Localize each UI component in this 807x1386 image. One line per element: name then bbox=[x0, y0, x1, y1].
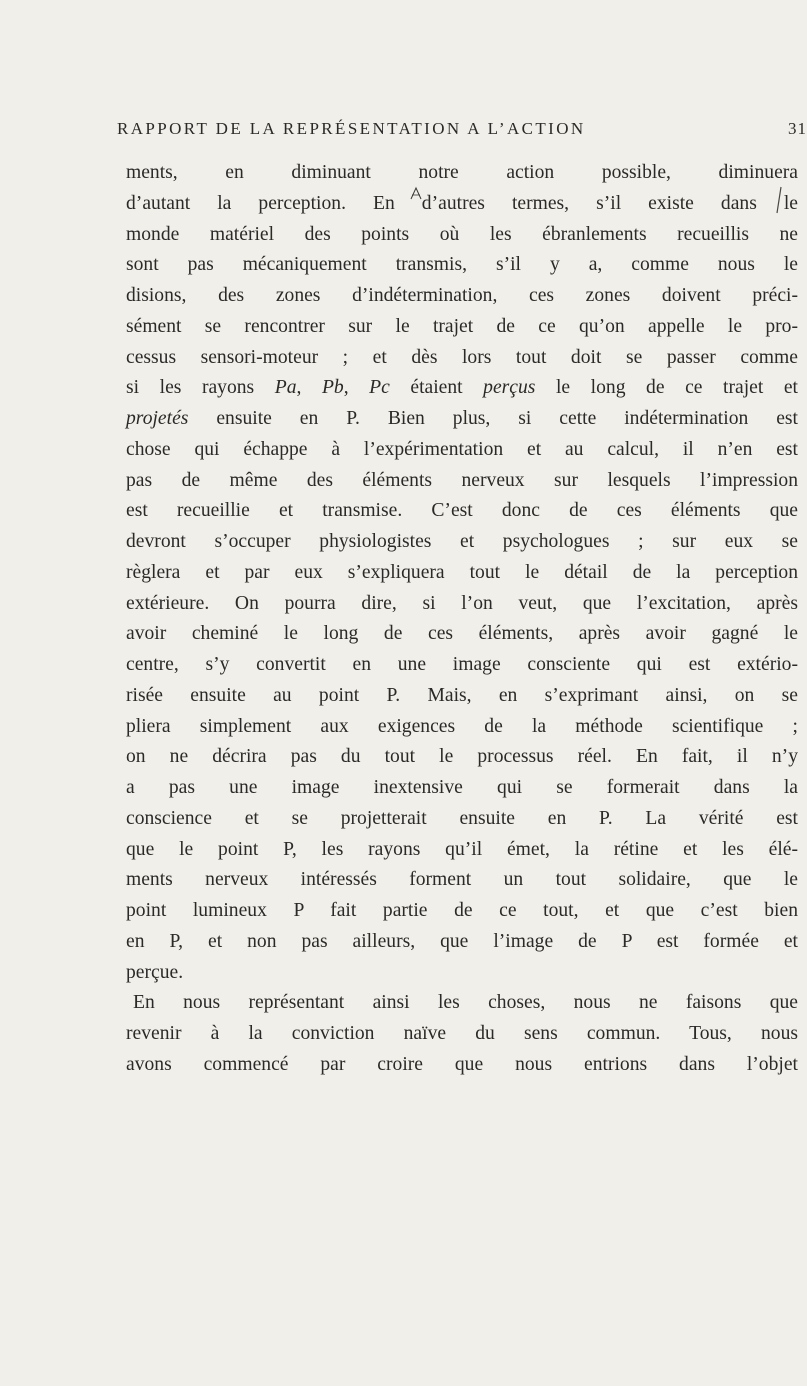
text-line: centre, s’y convertit en une image consciente qui est extério- bbox=[126, 654, 798, 675]
text-line: risée ensuite au point P. Mais, en s’exprimant ainsi, on se bbox=[126, 684, 798, 706]
italic-term: Pc bbox=[369, 377, 390, 399]
text-line: devront s’occuper physiologistes et psychologues ; sur eux se bbox=[126, 531, 798, 552]
text-line: chose qui échappe à l’expérimentation et au calcul, il n’en est bbox=[126, 438, 798, 460]
text-line bbox=[126, 373, 798, 404]
text-line: est recueillie et transmise. C’est donc de ces éléments que bbox=[126, 500, 798, 522]
page-number: 31 bbox=[788, 119, 807, 138]
text-line: monde matériel des points où les ébranlements recueillis ne bbox=[126, 223, 798, 245]
text-line: avoir cheminé le long de ces éléments, après avoir gagné le bbox=[126, 623, 798, 645]
text-line bbox=[126, 404, 798, 435]
text-segment: , bbox=[343, 377, 370, 399]
italic-term: perçus bbox=[483, 377, 536, 399]
body-text bbox=[126, 158, 798, 1081]
text-line: sont pas mécaniquement transmis, s’il y a, comme nous le bbox=[126, 254, 798, 276]
text-line: avons commencé par croire que nous entrions dans l’objet bbox=[126, 1053, 798, 1075]
text-line: que le point P, les rayons qu’il émet, la rétine et les élé- bbox=[126, 838, 798, 860]
text-line: pliera simplement aux exigences de la méthode scientifique ; bbox=[126, 715, 798, 737]
text-line: règlera et par eux s’expliquera tout le détail de la perception bbox=[126, 561, 798, 583]
text-line: conscience et se projetterait ensuite en P. La vérité est bbox=[126, 807, 798, 829]
text-line: point lumineux P fait partie de ce tout, et que c’est bien bbox=[126, 900, 798, 921]
italic-term: Pa bbox=[274, 377, 297, 399]
text-line: ments nerveux intéressés forment un tout solidaire, que le bbox=[126, 869, 798, 891]
text-segment: ensuite en P. Bien plus, si cette indétermination est bbox=[188, 408, 798, 429]
italic-term: Pb bbox=[321, 377, 344, 399]
running-head bbox=[117, 114, 807, 144]
running-title: RAPPORT DE LA REPRÉSENTATION A L’ACTION bbox=[117, 119, 586, 138]
text-line: pas de même des éléments nerveux sur lesquels l’impression bbox=[126, 469, 798, 491]
text-segment: si les rayons bbox=[126, 377, 275, 399]
italic-term: projetés bbox=[126, 408, 189, 429]
text-segment: , bbox=[296, 377, 322, 399]
text-line: perçue. bbox=[126, 961, 184, 983]
text-line: ments, en diminuant notre action possible, diminuera bbox=[126, 162, 798, 183]
text-line: d’autant la perception. En d’autres termes, s’il existe dans le bbox=[126, 192, 798, 214]
text-line: revenir à la conviction naïve du sens commun. Tous, nous bbox=[126, 1023, 798, 1044]
text-line: on ne décrira pas du tout le processus réel. En fait, il n’y bbox=[126, 746, 798, 768]
text-line: cessus sensori-moteur ; et dès lors tout doit se passer comme bbox=[126, 346, 798, 368]
text-line: extérieure. On pourra dire, si l’on veut, que l’excitation, après bbox=[126, 592, 798, 614]
text-line: disions, des zones d’indétermination, ces zones doivent préci- bbox=[126, 285, 798, 306]
text-line: En nous représentant ainsi les choses, nous ne faisons que bbox=[133, 992, 798, 1014]
text-segment: le long de ce trajet et bbox=[535, 377, 798, 399]
text-line: a pas une image inextensive qui se formerait dans la bbox=[126, 777, 798, 798]
text-segment: étaient bbox=[389, 377, 484, 399]
text-line: en P, et non pas ailleurs, que l’image de P est formée et bbox=[126, 930, 798, 952]
text-line: sément se rencontrer sur le trajet de ce qu’on appelle le pro- bbox=[126, 315, 798, 337]
